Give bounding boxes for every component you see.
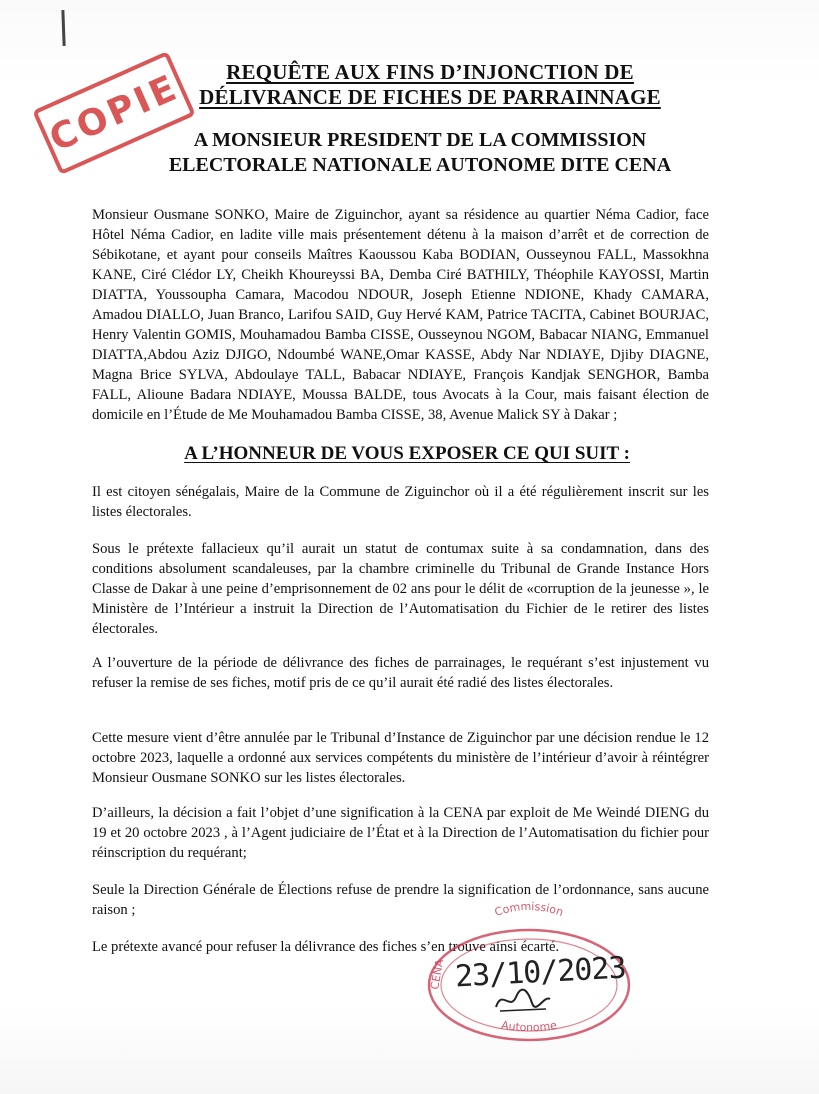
signature [492, 985, 552, 1015]
expose-heading: A L’HONNEUR DE VOUS EXPOSER CE QUI SUIT : [184, 443, 630, 464]
body-paragraph: Seule la Direction Générale de Élections refuse de prendre la signification de l’ordonnance, sans aucune raison ; [92, 882, 709, 918]
seal-top-text: Commission [492, 899, 566, 919]
addressee-line-2: ELECTORALE NATIONALE AUTONOME DITE CENA [168, 154, 672, 176]
body-paragraph: A l’ouverture de la période de délivrance des fiches de parrainages, le requérant s’est injustement vu refuser la remise de ses fiches, motif pris de ce qu’il aurait été radié des listes électorales. [92, 655, 709, 691]
received-date: 23/10/2023 [454, 950, 627, 995]
intro-paragraph: Monsieur Ousmane SONKO, Maire de Ziguinchor, ayant sa résidence au quartier Néma Cadior, face Hôtel Néma Cadior, en ladite ville mais présentement détenu à la maison d’arrêt et de correction de Sébikotane, et ayant pour conseils Maîtres Kaoussou Kaba BODIAN, Ousseynou FALL, Massokhna KANE, Ciré Clédor LY, Cheikh Khoureyssi BA, Demba Ciré BATHILY, Théophile KAYOSSI, Martin DIATTA, Youssoupha Camara, Macodou NDOUR, Joseph Etienne NDIONE, Khady CAMARA, Amadou DIALLO, Juan Branco, Larifou SAID, Guy Hervé KAM, Patrice TACITA, Cabinet BOURJAC, Henry Valentin GOMIS, Mouhamadou Bamba CISSE, Ousseynou NGOM, Babacar NIANG, Emmanuel DIATTA,Abdou Aziz DJIGO, Ndoumbé WANE,Omar KASSE, Abdy Nar NDIAYE, Djiby DIAGNE, Magna Brice SYLVA, Abdoulaye TALL, Babacar NDIAYE, François Kandjak SENGHOR, Bamba FALL, Alioune Badara NDIAYE, Moussa BALDE, tous Avocats à la Cour, mais faisant élection de domicile en l’Étude de Me Mouhamadou Bamba CISSE, 38, Avenue Malick SY à Dakar ; [92, 207, 709, 423]
title-line-1: REQUÊTE AUX FINS D’INJONCTION DE [226, 60, 634, 84]
body-paragraph: Sous le prétexte fallacieux qu’il aurait un statut de contumax suite à sa condamnation, dans des conditions absolument scandaleuses, par la chambre criminelle du Tribunal de Grande Instance Hors Classe de Dakar à une peine d’emprisonnement de 02 ans pour le délit de «corruption de la jeunesse », le Ministère de l’Intérieur a instruit la Direction de l’Automatisation du Fichier de le retirer des listes électorales. [92, 541, 709, 637]
body-paragraph: D’ailleurs, la décision a fait l’objet d’une signification à la CENA par exploit de Me Weindé DIENG du 19 et 20 octobre 2023 , à l’Agent judiciaire de l’État et à la Direction de l’Automatisation du fichier pour réinscription du requérant; [92, 805, 709, 861]
addressee-line-1: A MONSIEUR PRESIDENT DE LA COMMISSION [193, 129, 647, 151]
seal-bottom-text: Autonome [500, 1018, 558, 1035]
margin-mark [61, 10, 65, 46]
addressee [95, 128, 745, 178]
body-paragraph: Le prétexte avancé pour refuser la délivrance des fiches s’en trouve ainsi écarté. [92, 939, 560, 955]
document-title [130, 60, 730, 110]
seal-left-text: CENA [428, 958, 447, 991]
body-paragraph: Il est citoyen sénégalais, Maire de la Commune de Ziguinchor où il a été régulièrement inscrit sur les listes électorales. [92, 484, 709, 520]
body-paragraph: Cette mesure vient d’être annulée par le Tribunal d’Instance de Ziguinchor par une décision rendue le 12 octobre 2023, laquelle a ordonné aux services compétents du ministère de l’intérieur d’avoir à réintégrer Monsieur Ousmane SONKO sur les listes électorales. [92, 730, 709, 786]
copie-stamp-text: COPIE [43, 66, 185, 160]
title-line-2: DÉLIVRANCE DE FICHES DE PARRAINNAGE [199, 85, 661, 109]
